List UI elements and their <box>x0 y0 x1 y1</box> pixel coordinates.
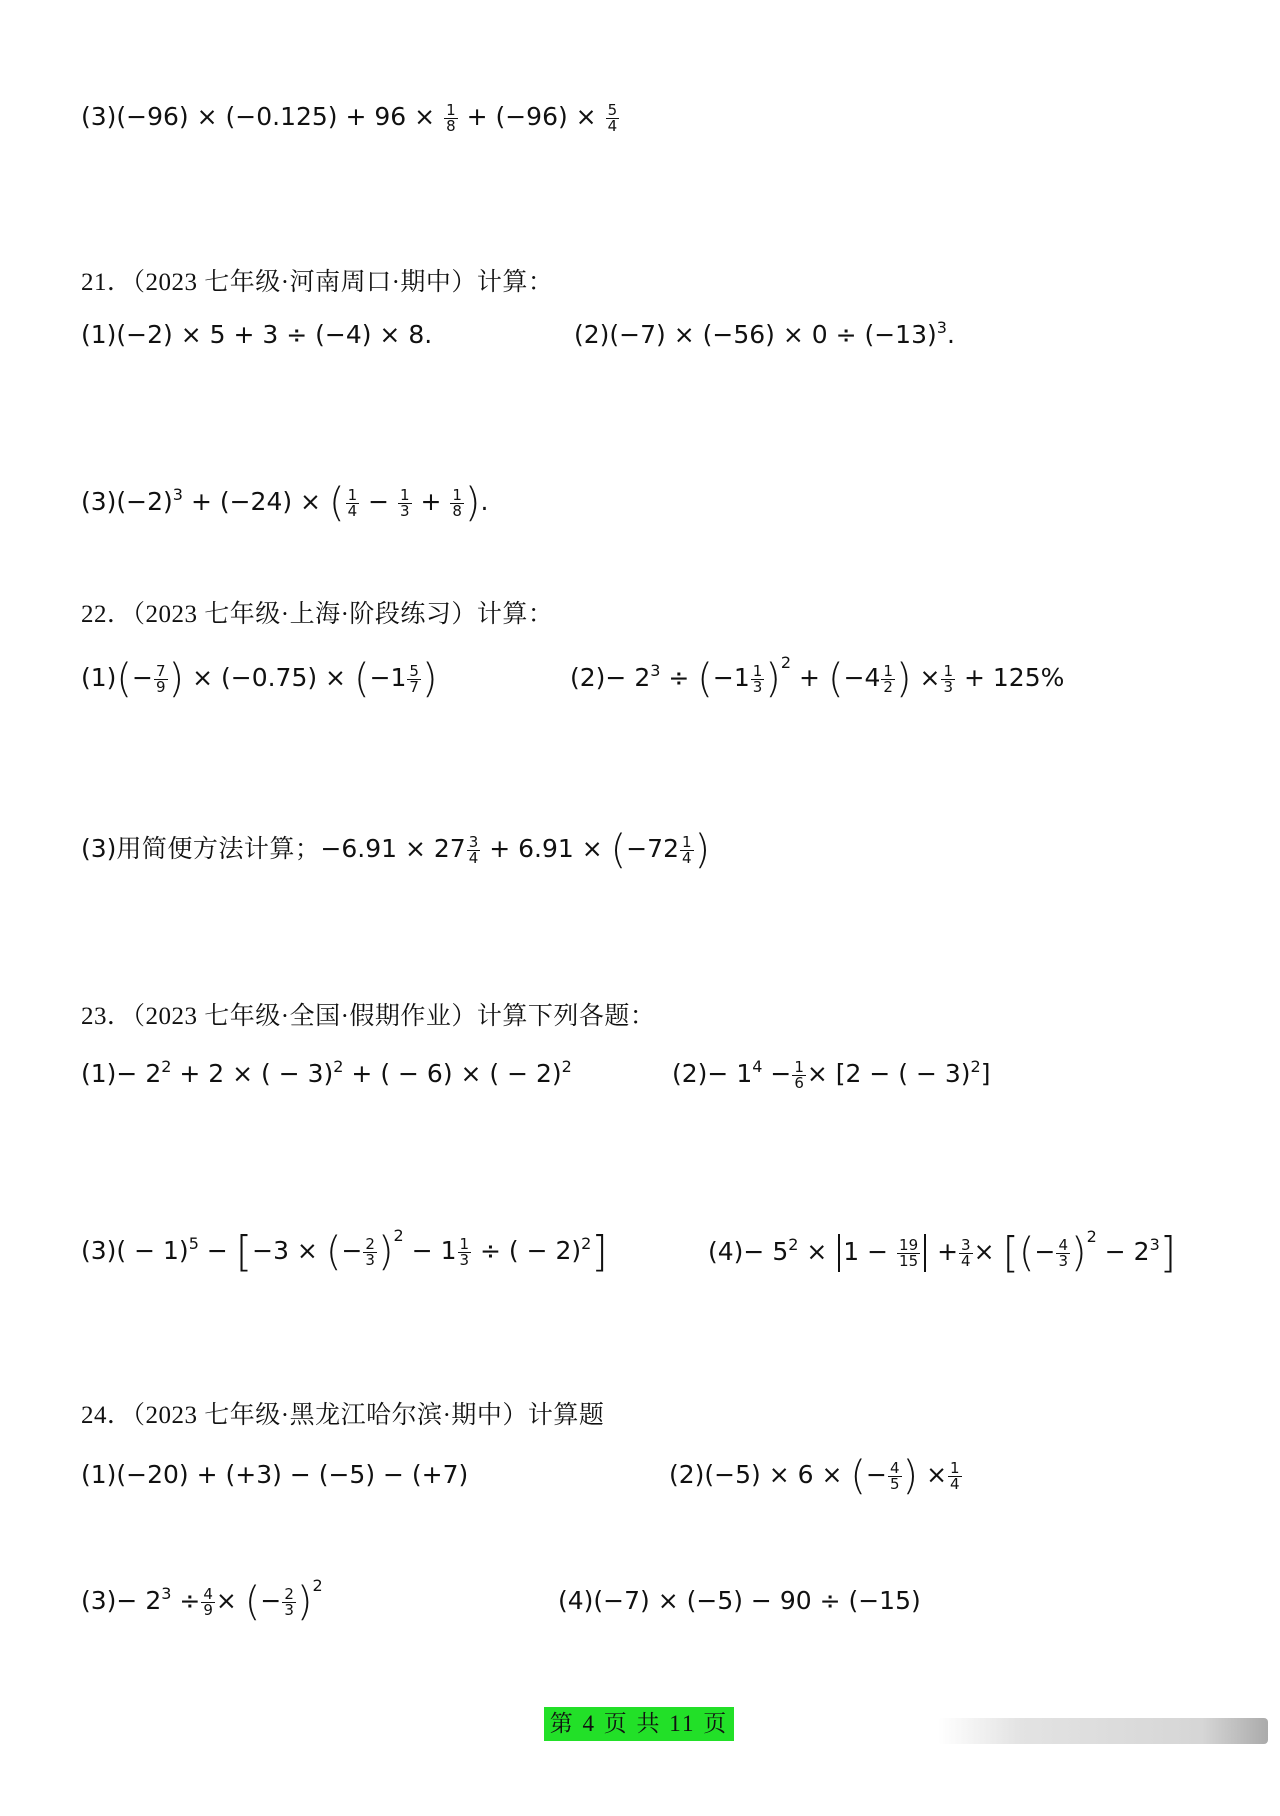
expr: + 125% <box>963 663 1065 692</box>
fraction: $\frac{1}{4}$ <box>681 832 692 867</box>
operator: + <box>937 1237 959 1266</box>
p24-q3 <box>81 1576 323 1625</box>
fraction: $\frac{2}{3}$ <box>284 1584 294 1619</box>
fraction: $\frac{1}{6}$ <box>794 1057 804 1092</box>
left-paren: ( <box>610 827 627 873</box>
question-label: (2) <box>672 1059 708 1088</box>
fraction: $\frac{2}{3}$ <box>365 1234 375 1269</box>
question-label: (1) <box>81 1059 117 1088</box>
fraction: $\frac{1}{8}$ <box>446 100 456 135</box>
p21-q1 <box>81 318 432 352</box>
right-paren: ) <box>296 1579 313 1625</box>
question-label: (3) <box>81 102 117 131</box>
expr: − 5 <box>743 1237 789 1266</box>
operator: ÷ <box>668 663 690 692</box>
expr: −1 <box>712 663 750 692</box>
expr: 1 − <box>843 1237 889 1266</box>
right-bracket: ] <box>591 1227 608 1276</box>
left-paren: ( <box>827 656 844 702</box>
exponent: 5 <box>188 1234 199 1253</box>
instruction-text: 用简便方法计算； <box>116 836 321 863</box>
exponent: 2 <box>1086 1227 1097 1246</box>
expr: (−5) × 6 × <box>704 1460 843 1489</box>
fraction: $\frac{1}{4}$ <box>950 1458 960 1493</box>
operator: × <box>215 1586 237 1615</box>
p22-q1 <box>81 656 438 702</box>
left-bracket: [ <box>1002 1228 1019 1277</box>
expr: . <box>946 320 955 349</box>
expr: + ( − 6) × ( − 2) <box>351 1059 562 1088</box>
question-label: (3) <box>81 487 117 516</box>
question-label: (1) <box>81 1460 117 1489</box>
exponent: 2 <box>581 1234 592 1253</box>
fraction: $\frac{1}{3}$ <box>752 661 763 696</box>
p20-q3 <box>81 100 620 134</box>
expr: + 2 × ( − 3) <box>179 1059 334 1088</box>
left-paren: ( <box>850 1453 866 1499</box>
expr: − 2 <box>116 1059 162 1088</box>
exponent: 3 <box>172 485 183 504</box>
p22-q2 <box>570 653 1065 702</box>
exponent: 2 <box>161 1057 172 1076</box>
p23-q4 <box>708 1227 1177 1277</box>
fraction: $\frac{5}{7}$ <box>409 661 419 696</box>
left-paren: ( <box>328 480 345 526</box>
expr: −4 <box>843 663 881 692</box>
p23-q3 <box>81 1226 608 1276</box>
right-paren: ) <box>694 827 711 873</box>
exponent: 3 <box>936 318 947 337</box>
question-label: (4) <box>558 1586 594 1615</box>
fraction: $\frac{4}{5}$ <box>889 1458 900 1493</box>
question-label: (3) <box>81 834 117 863</box>
fraction: $\frac{3}{4}$ <box>961 1235 971 1270</box>
exponent: 3 <box>650 661 661 680</box>
p24-q2 <box>669 1453 963 1499</box>
fraction: $\frac{3}{4}$ <box>468 832 479 867</box>
expr: −72 <box>626 834 679 863</box>
expr: (−96) × (−0.125) + 96 × <box>116 102 436 131</box>
expr: (−2) × 5 + 3 ÷ (−4) × 8. <box>116 320 433 349</box>
exponent: 2 <box>788 1235 799 1254</box>
exponent: 4 <box>752 1057 763 1076</box>
left-paren: ( <box>697 656 713 702</box>
fraction: $\frac{1}{3}$ <box>459 1234 470 1269</box>
fraction: $\frac{1}{2}$ <box>883 661 893 696</box>
left-paren: ( <box>244 1579 261 1625</box>
question-label: (2) <box>574 320 610 349</box>
left-paren: ( <box>353 656 370 702</box>
expr: . <box>480 487 489 516</box>
page-number-badge: 第 4 页 共 11 页 <box>544 1707 734 1741</box>
problem-22-heading: 22．（2023 七年级·上海·阶段练习）计算： <box>81 601 554 628</box>
right-paren: ) <box>902 1453 919 1499</box>
right-bracket: ] <box>1159 1228 1177 1277</box>
left-paren: ( <box>116 656 133 702</box>
p23-q2 <box>672 1057 990 1091</box>
fraction: $\frac{1}{3}$ <box>399 485 410 520</box>
exponent: 2 <box>333 1057 344 1076</box>
expr: − 2 <box>116 1586 162 1615</box>
p22-q3 <box>81 827 711 873</box>
operator: − <box>770 1059 792 1088</box>
expr: (−7) × (−56) × 0 ÷ (−13) <box>609 320 937 349</box>
right-paren: ) <box>895 656 912 702</box>
operator: − <box>341 1236 363 1265</box>
expr: + (−96) × <box>466 102 597 131</box>
exponent: 3 <box>1149 1235 1160 1254</box>
p24-q1 <box>81 1458 468 1492</box>
scan-artifact <box>938 1718 1268 1744</box>
operator: × <box>926 1460 948 1489</box>
operator: − <box>132 663 153 692</box>
right-paren: ) <box>168 656 185 702</box>
problem-23-heading: 23．（2023 七年级·全国·假期作业）计算下列各题： <box>81 1003 656 1030</box>
expr: −6.91 × 27 <box>320 834 466 863</box>
fraction: $\frac{4}{9}$ <box>203 1584 213 1619</box>
exponent: 2 <box>970 1057 981 1076</box>
expr: + (−24) × <box>190 487 321 516</box>
fraction: $\frac{7}{9}$ <box>155 661 166 696</box>
expr: − 2 <box>1104 1237 1150 1266</box>
question-label: (1) <box>81 320 117 349</box>
exponent: 3 <box>161 1584 172 1603</box>
expr: (−20) + (+3) − (−5) − (+7) <box>116 1460 469 1489</box>
operator: − <box>1034 1237 1056 1266</box>
operator: − <box>260 1586 282 1615</box>
exponent: 2 <box>393 1226 404 1245</box>
expr: ] <box>980 1059 991 1088</box>
operator: + <box>799 663 820 692</box>
fraction: $\frac{1}{8}$ <box>452 485 462 520</box>
right-paren: ) <box>464 480 481 526</box>
operator: + <box>420 487 442 516</box>
operator: × <box>973 1237 995 1266</box>
expr: ÷ ( − 2) <box>480 1236 582 1265</box>
left-paren: ( <box>1018 1230 1035 1276</box>
right-paren: ) <box>377 1229 394 1275</box>
p21-q2 <box>574 318 955 352</box>
expr: × (−0.75) × <box>192 663 346 692</box>
expr: ( − 1) <box>116 1236 189 1265</box>
fraction: $\frac{19}{15}$ <box>899 1235 919 1270</box>
operator: − <box>368 487 390 516</box>
expr: (−2) <box>116 487 173 516</box>
operator: − <box>206 1236 228 1265</box>
operator: ÷ <box>179 1586 201 1615</box>
abs-bar-left <box>838 1234 840 1272</box>
fraction: $\frac{4}{3}$ <box>1058 1235 1068 1270</box>
question-label: (2) <box>669 1460 705 1489</box>
fraction: $\frac{5}{4}$ <box>607 100 618 135</box>
expr: − 1 <box>707 1059 753 1088</box>
exponent: 2 <box>780 653 792 672</box>
p24-q4 <box>558 1584 921 1618</box>
expr: + 6.91 × <box>489 834 603 863</box>
question-label: (3) <box>81 1236 117 1265</box>
operator: × <box>919 663 941 692</box>
abs-bar-right <box>924 1234 926 1272</box>
expr: −3 × <box>252 1236 318 1265</box>
question-label: (2) <box>570 663 606 692</box>
left-bracket: [ <box>235 1227 253 1276</box>
question-label: (1) <box>81 663 117 692</box>
expr: (−7) × (−5) − 90 ÷ (−15) <box>593 1586 921 1615</box>
left-paren: ( <box>325 1229 342 1275</box>
expr: − 1 <box>411 1236 457 1265</box>
fraction: $\frac{1}{4}$ <box>347 485 358 520</box>
right-paren: ) <box>421 656 438 702</box>
operator: − <box>866 1460 887 1489</box>
problem-24-heading: 24．（2023 七年级·黑龙江哈尔滨·期中）计算题 <box>81 1402 605 1429</box>
expr: − 2 <box>605 663 651 692</box>
problem-21-heading: 21．（2023 七年级·河南周口·期中）计算： <box>81 269 554 296</box>
p23-q1 <box>81 1057 572 1091</box>
question-label: (4) <box>708 1237 744 1266</box>
exponent: 2 <box>561 1057 572 1076</box>
exponent: 2 <box>312 1576 323 1595</box>
expr: −1 <box>369 663 407 692</box>
right-paren: ) <box>1071 1230 1087 1276</box>
p21-q3 <box>81 480 489 526</box>
fraction: $\frac{1}{3}$ <box>943 661 954 696</box>
expr: × [2 − ( − 3) <box>806 1059 971 1088</box>
operator: × <box>806 1237 828 1266</box>
question-label: (3) <box>81 1586 117 1615</box>
right-paren: ) <box>765 656 781 702</box>
